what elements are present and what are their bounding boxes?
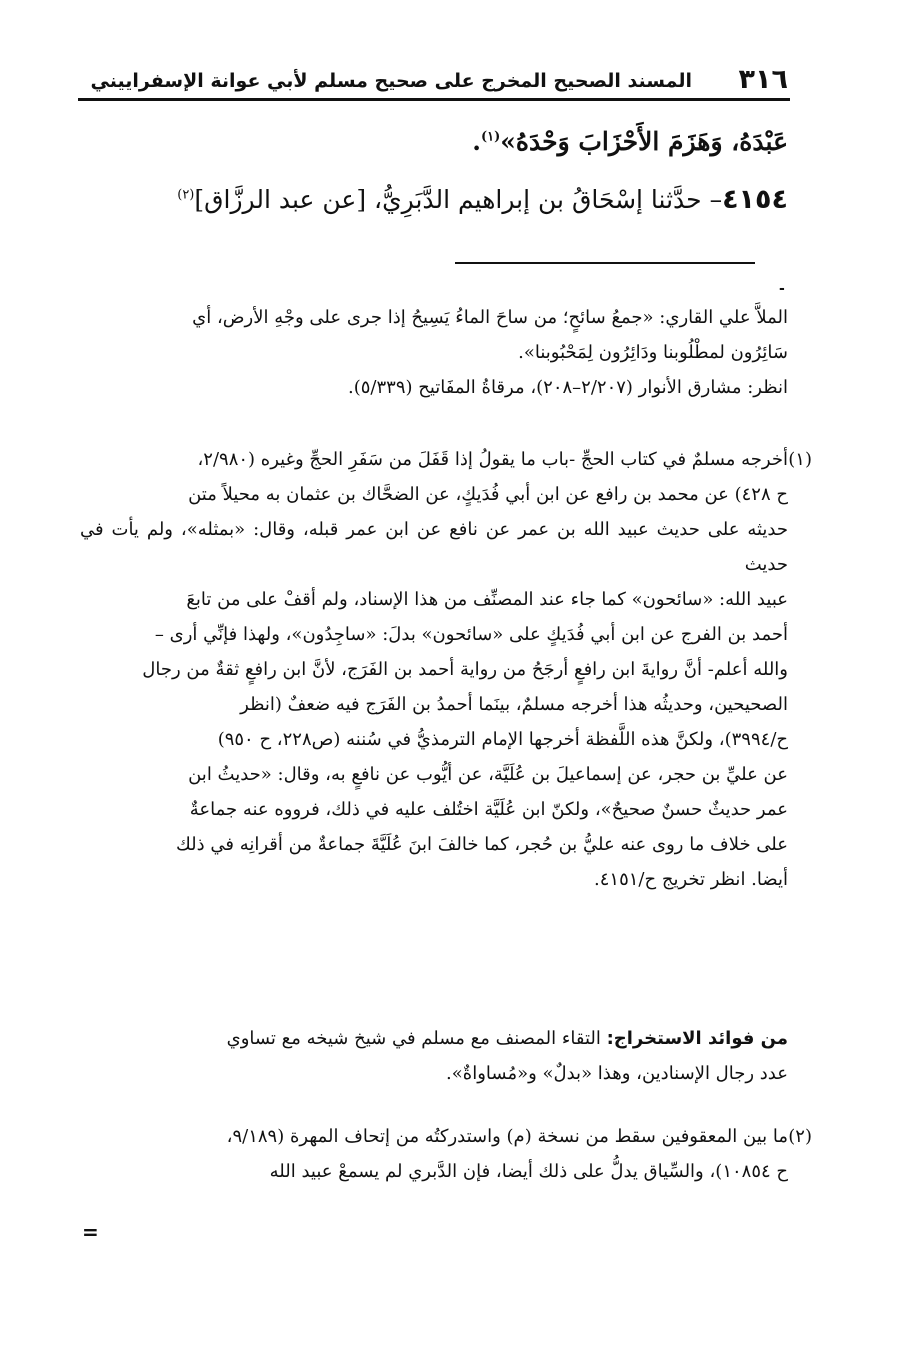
footnote-line: والله أعلم- أنَّ روايةَ ابن رافعٍ أرجَحُ من رواية أحمد بن الفَرَج، لأنَّ ابن رافعٍ ثقةٌ من رجال <box>142 659 788 680</box>
page-number: ٣١٦ <box>738 64 788 95</box>
header-rule <box>78 98 790 101</box>
footnote-line: على خلاف ما روى عنه عليُّ بن حُجر، كما خالفَ ابنَ عُلَيَّةَ جماعةٌ من أقرانِه في ذلك <box>175 834 788 855</box>
footnote-line: عبيد الله: «سائحون» كما جاء عند المصنِّف من هذا الإسناد، ولم أقفْ على من تابعَ <box>186 589 788 610</box>
footnote-line: سَائِرُون لمطْلُوبنا ودَائِرُون لِمَحْبُوبنا». <box>518 342 788 363</box>
footnote-line: ح ١٠٨٥٤)، والسِّياق يدلُّ على ذلك أيضا، فإن الدَّبري لم يسمعْ عبيد الله <box>269 1161 788 1182</box>
footnote-line: أيضا. انظر تخريج ح/٤١٥١. <box>594 869 788 890</box>
footnote-line: الملاَّ علي القاري: «جمعُ سائحٍ؛ من ساحَ الماءُ يَسِيحُ إذا جرى على وجْهِ الأرض، أي <box>192 307 788 328</box>
footnote-line: الصحيحين، وحديثُه هذا أخرجه مسلمٌ، بينَما أحمدُ بن الفَرَج فيه ضعفٌ (انظر <box>240 694 788 715</box>
fawaid-text: التقاء المصنف مع مسلم في شيخ شيخه مع تساوي <box>226 1028 601 1049</box>
main-line-1-text: عَبْدَهُ، وَهَزَمَ الأَحْزَابَ وَحْدَهُ» <box>500 127 788 156</box>
fawaid-heading: من فوائد الاستخراج: <box>606 1028 788 1049</box>
footnote-line: ما بين المعقوفين سقط من نسخة (م) واستدركتُه من إتحاف المهرة (٩/١٨٩، <box>226 1126 788 1147</box>
continuation-mark-bottom: = <box>82 1220 99 1244</box>
running-header <box>80 62 788 98</box>
main-line-1-end: . <box>472 127 481 156</box>
book-title: المسند الصحيح المخرج على صحيح مسلم لأبي عوانة الإسفراييني <box>90 70 692 92</box>
footnote-1-label: (١) <box>788 449 812 470</box>
footnote-1 <box>80 442 788 897</box>
footnote-2 <box>80 1119 788 1189</box>
footnote-line: عن عليِّ بن حجر، عن إسماعيلَ بن عُلَيَّة، عن أيُّوب عن نافعٍ به، وقال: «حديثُ ابن <box>188 764 788 785</box>
footnote-line: عدد رجال الإسنادين، وهذا «بدلٌ» و«مُساواةٌ». <box>446 1063 788 1084</box>
footnote-ref-1: (١) <box>481 129 501 145</box>
footnote-line: انظر: مشارق الأنوار (٢/٢٠٧–٢٠٨)، مرقاةُ المفَاتيح (٥/٣٣٩). <box>348 377 788 398</box>
footnote-line: أحمد بن الفرج عن ابن أبي فُدَيكٍ على «سائحون» بدلَ: «ساجِدُون»، ولهذا فإنِّي أرى – <box>154 624 788 645</box>
footnote-2-label: (٢) <box>788 1126 812 1147</box>
fawaid-section <box>80 1021 788 1091</box>
main-text-line-1 <box>120 122 788 162</box>
footnote-separator <box>455 262 755 264</box>
footnote-line: أخرجه مسلمٌ في كتاب الحجِّ -باب ما يقولُ إذا قَفَلَ من سَفَرِ الحجِّ وغيره (٢/٩٨٠، <box>197 449 788 470</box>
continuation-mark-top: - <box>779 281 785 297</box>
footnote-reference <box>80 370 788 405</box>
hadith-number: ٤١٥٤ <box>722 184 788 215</box>
footnote-line <box>80 1021 788 1056</box>
main-text-line-2 <box>120 180 788 220</box>
footnote-line: ح/٣٩٩٤)، ولكنَّ هذه اللَّفظة أخرجها الإمام الترمذيُّ في سُننه (ص٢٢٨، ح ٩٥٠) <box>217 729 788 750</box>
footnote-line: عمر حديثٌ حسنٌ صحيحٌ»، ولكنّ ابن عُلَيَّة اختُلف عليه في ذلك، فرووه عنه جماعةٌ <box>189 799 788 820</box>
footnote-continuation <box>80 300 788 370</box>
footnote-line: ح ٤٢٨) عن محمد بن رافع عن ابن أبي فُدَيكٍ، عن الضحَّاك بن عثمان به محيلاً متن <box>188 484 788 505</box>
footnote-line: حديثه على حديث عبيد الله بن عمر عن نافع عن ابن عمر قبله، وقال: «بمثله»، ولم يأت في حديث <box>80 519 788 575</box>
footnote-ref-2: (٢) <box>177 187 195 203</box>
main-line-2-text: – حدَّثنا إسْحَاقُ بن إبراهيم الدَّبَرِيُّ، [عن عبد الرزَّاق] <box>194 185 723 214</box>
